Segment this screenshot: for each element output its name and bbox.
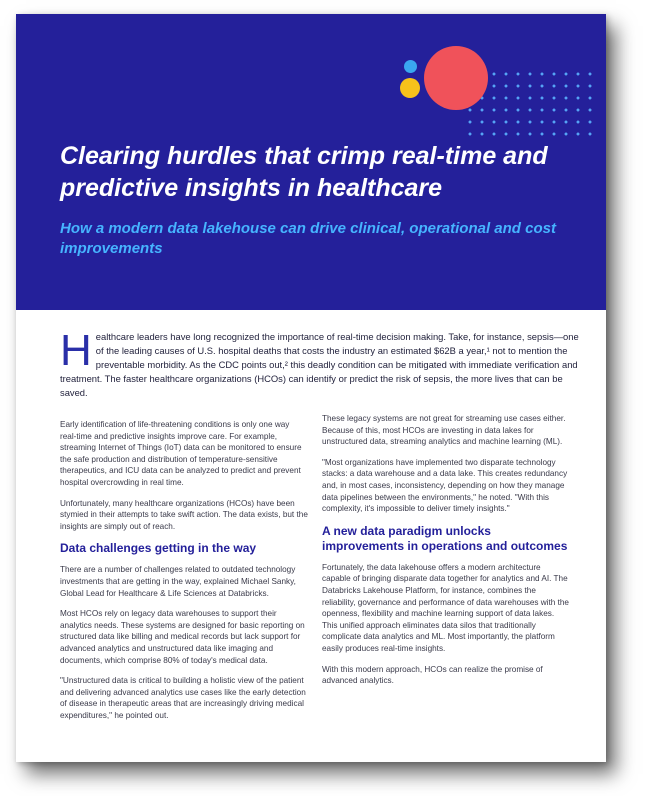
page-title: Clearing hurdles that crimp real-time and predictive insights in healthcare bbox=[60, 142, 548, 202]
right-paragraph-1: These legacy systems are not great for streaming use cases either. Because of this, most HCOs are investing in data lakes for unstructured data, streaming analytics and machine learning (ML). bbox=[322, 414, 566, 447]
left-column bbox=[60, 419, 308, 730]
section-heading-new-paradigm: A new data paradigm unlocks improvements in operations and outcomes bbox=[322, 523, 568, 553]
drop-cap: H bbox=[60, 326, 92, 375]
red-circle-decoration bbox=[424, 46, 488, 110]
right-paragraph-2: "Most organizations have implemented two disparate technology stacks: a data warehouse and a data lake. This creates redundancy and, in most cases, inconsistency, depending on how they manage data pipelines between the environments," he noted. "With this complexity, it's impossible to deliver timely insights." bbox=[322, 457, 568, 514]
document-page bbox=[16, 14, 606, 762]
page-subtitle: How a modern data lakehouse can drive clinical, operational and cost improvements bbox=[60, 220, 556, 257]
hero-banner bbox=[16, 14, 606, 310]
left-paragraph-5: "Unstructured data is critical to building a holistic view of the patient and delivering advanced analytics use cases like the early detection of disease in therapeutic areas that are increasingly driving medical expenditures," he pointed out. bbox=[60, 676, 306, 720]
left-paragraph-3: There are a number of challenges related to outdated technology investments that are getting in the way, explained Michael Sanky, Global Lead for Healthcare & Life Sciences at Databricks. bbox=[60, 565, 296, 598]
right-paragraph-4: With this modern approach, HCOs can realize the promise of advanced analytics. bbox=[322, 664, 543, 686]
blue-circle-decoration bbox=[404, 60, 417, 73]
section-heading-data-challenges: Data challenges getting in the way bbox=[60, 541, 257, 556]
right-paragraph-3: Fortunately, the data lakehouse offers a modern architecture capable of bringing disparate data together for analytics and AI. The Databricks Lakehouse Platform, for instance, combines the reliability, governance and performance of data warehouses with the openness, flexibility and machine learning support of data lakes. This unified approach eliminates data silos that traditionally complicate data analytics and ML. Most importantly, the platform easily produces real-time insights. bbox=[322, 562, 569, 653]
intro-text: ealthcare leaders have long recognized the importance of real-time decision making. Take, for instance, sepsis—one of the leading causes of U.S. hospital deaths that costs the industry an estimated $62B a year,¹ not to mention the preventable morbidity. As the CDC points out,² this deadly condition can be mitigated with immediate verification and treatment. The faster healthcare organizations (HCOs) can identify or predict the risk of sepsis, the more lives that can be saved. bbox=[60, 331, 579, 398]
left-paragraph-2: Unfortunately, many healthcare organizations (HCOs) have been stymied in their attempts to take swift action. The data exists, but the insights are simply out of reach. bbox=[60, 498, 308, 531]
left-paragraph-4: Most HCOs rely on legacy data warehouses to support their analytics needs. These systems are designed for basic reporting on structured data like billing and medical records but lack support for advanced analytics and unstructured data like imaging and documents, which comprise 80% of today's medical data. bbox=[60, 609, 305, 665]
intro-paragraph bbox=[60, 326, 580, 400]
left-paragraph-1: Early identification of life-threatening conditions is only one way real-time and predictive insights improve care. For example, streaming Internet of Things (IoT) data can be monitored to ensure the safe production and distribution of temperature-sensitive therapeutics, and ICU data can be analyzed to predict and prevent hospital overcrowding in real time. bbox=[60, 420, 302, 487]
yellow-circle-decoration bbox=[400, 78, 420, 98]
right-column bbox=[322, 413, 570, 696]
